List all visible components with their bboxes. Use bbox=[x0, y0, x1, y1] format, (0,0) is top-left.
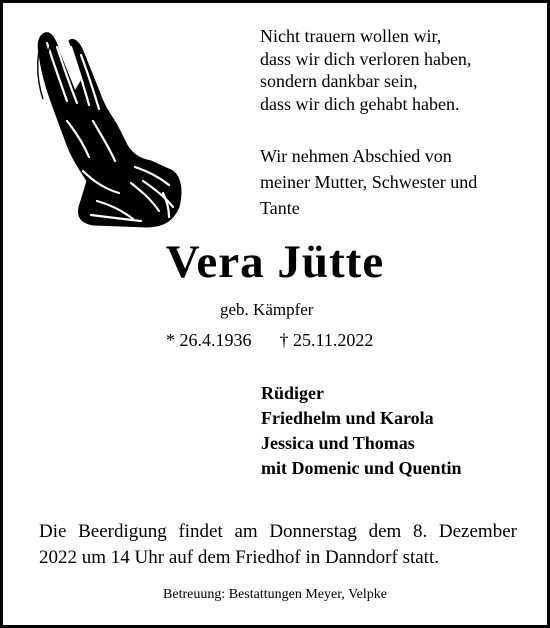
funeral-line bbox=[39, 519, 517, 545]
funeral-line: 2022 um 14 Uhr auf dem Friedhof in Danndorf statt. bbox=[39, 547, 439, 568]
deceased-name: Vera Jütte bbox=[165, 236, 385, 288]
intro-line: Tante bbox=[260, 198, 300, 218]
poem bbox=[260, 25, 471, 115]
intro-line: meiner Mutter, Schwester und bbox=[260, 172, 478, 192]
mourner-line: Friedhelm und Karola bbox=[261, 408, 434, 428]
funeral-word: Die bbox=[39, 521, 67, 542]
intro-line: Wir nehmen Abschied von bbox=[260, 146, 452, 166]
undertaker-credit: Betreuung: Bestattungen Meyer, Velpke bbox=[163, 587, 387, 602]
funeral-word: am bbox=[234, 521, 258, 542]
poem-line: Nicht trauern wollen wir, bbox=[260, 26, 442, 46]
poem-line: sondern dankbar sein, bbox=[260, 71, 418, 91]
praying-hands-icon bbox=[23, 21, 193, 231]
death-date: † 25.11.2022 bbox=[279, 330, 374, 350]
mourner-line: Rüdiger bbox=[261, 383, 324, 403]
funeral-word: Donnerstag bbox=[269, 521, 357, 542]
funeral-word: findet bbox=[178, 521, 223, 542]
mourner-line: mit Domenic und Quentin bbox=[261, 458, 462, 478]
poem-line: dass wir dich verloren haben, bbox=[260, 48, 472, 69]
funeral-word: 8. bbox=[412, 521, 428, 542]
farewell-intro bbox=[260, 143, 477, 221]
funeral-word: Beerdigung bbox=[78, 521, 167, 542]
funeral-word: Dezember bbox=[438, 521, 517, 542]
maiden-name: geb. Kämpfer bbox=[220, 300, 314, 319]
life-dates bbox=[166, 330, 373, 351]
birth-date: * 26.4.1936 bbox=[166, 330, 252, 350]
mourners bbox=[261, 381, 462, 481]
funeral-word: dem bbox=[368, 521, 402, 542]
poem-line: dass wir dich gehabt haben. bbox=[260, 93, 460, 114]
mourner-line: Jessica und Thomas bbox=[261, 433, 415, 453]
funeral-announcement bbox=[39, 519, 517, 571]
